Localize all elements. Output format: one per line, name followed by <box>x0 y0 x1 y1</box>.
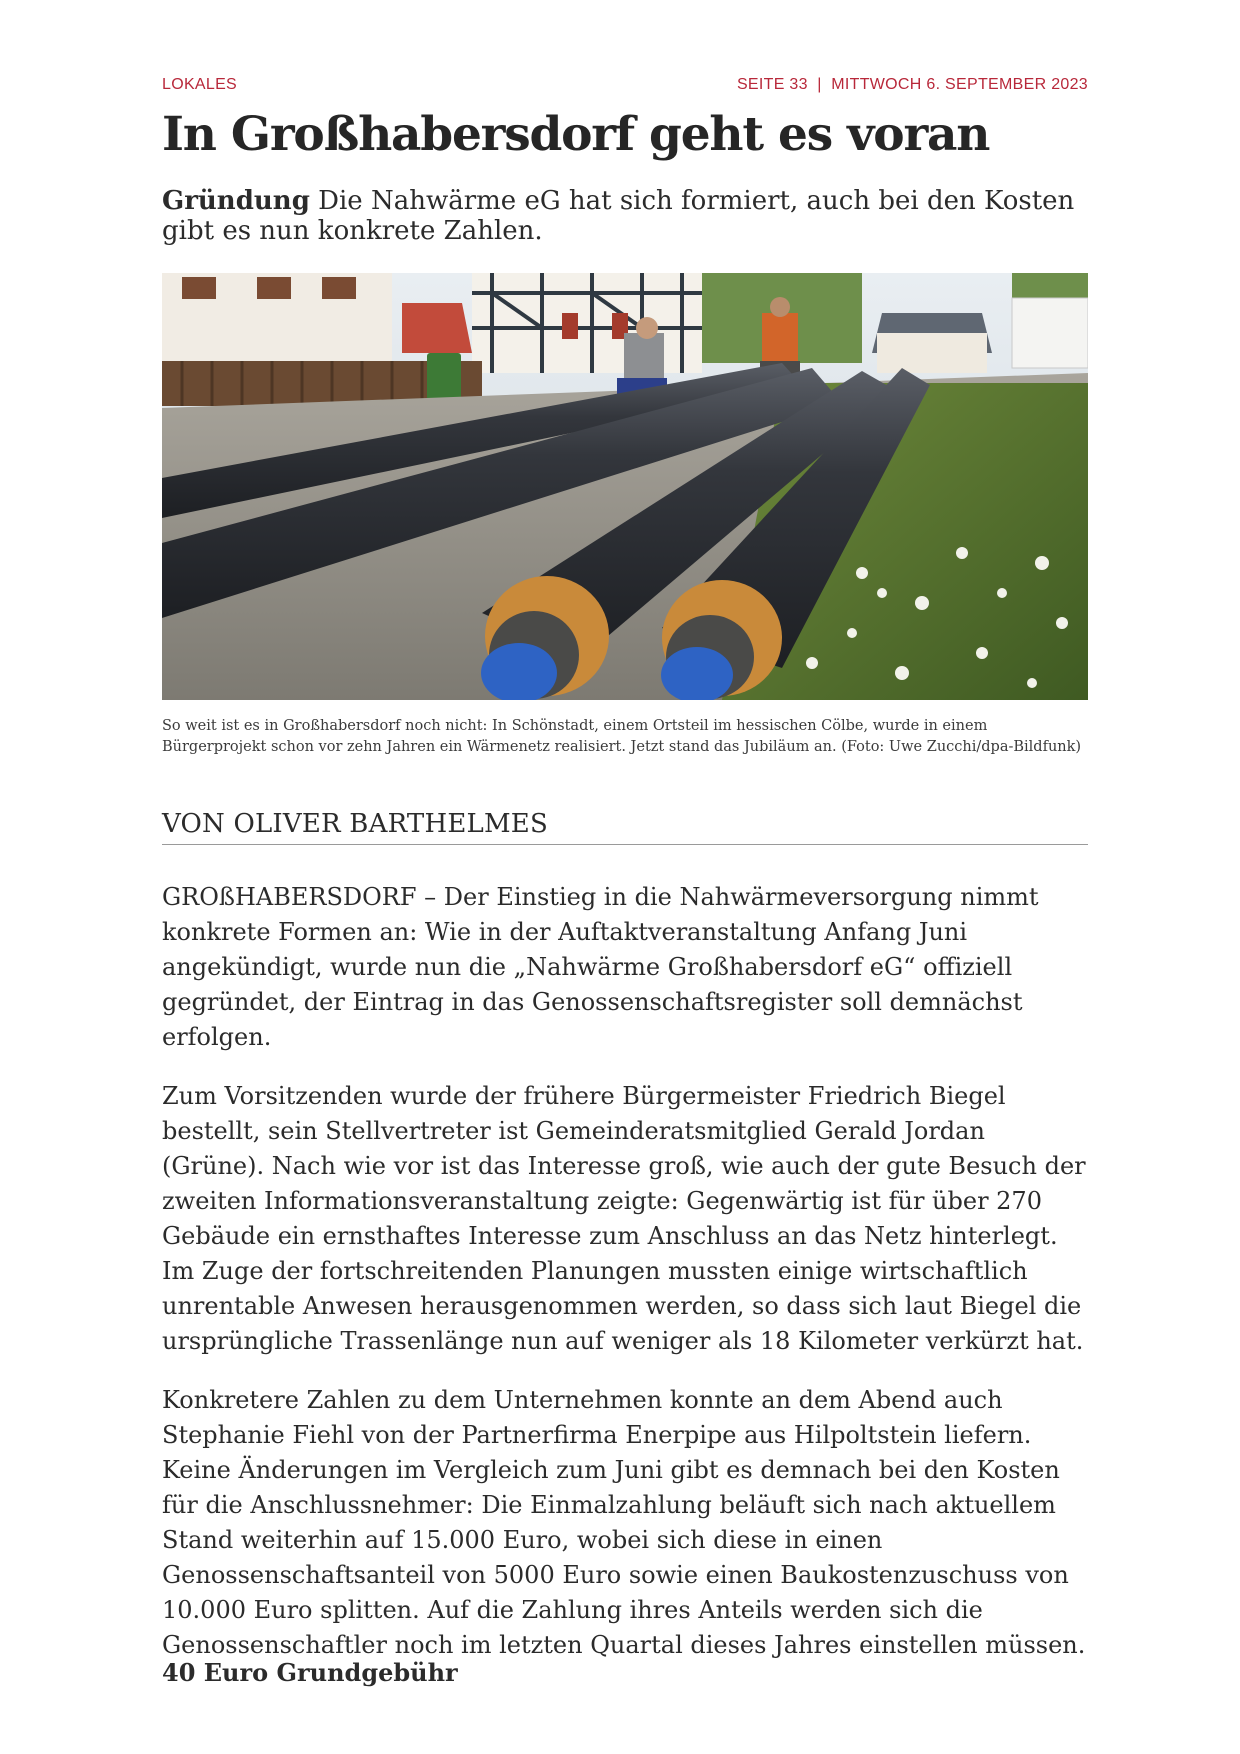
subline-kicker: Gründung <box>162 186 310 216</box>
section-label: LOKALES <box>162 76 238 93</box>
page-header <box>162 76 1088 98</box>
subheading: 40 Euro Grundgebühr <box>162 1658 458 1687</box>
subline-text: Die Nahwärme eG hat sich formiert, auch bei den Kosten gibt es nun konkrete Zahlen. <box>162 186 1075 246</box>
article-photo <box>162 273 1088 700</box>
photo-caption: So weit ist es in Großhabersdorf noch nicht: In Schönstadt, einem Ortsteil im hessischen Cölbe, wurde in einem Bürgerprojekt schon vor zehn Jahren ein Wärmenetz realisiert. Jetzt stand das Jubiläum an. (Foto: Uwe Zucchi/dpa-Bildfunk) <box>162 718 1082 755</box>
byline-divider <box>162 844 1088 845</box>
body-paragraph: Konkretere Zahlen zu dem Unternehmen konnte an dem Abend auch Stephanie Fiehl von der Partnerfirma Enerpipe aus Hilpoltstein liefern. Keine Änderungen im Vergleich zum Juni gibt es demnach bei den Kosten für die Anschlussnehmer: Die Einmalzahlung beläuft sich nach aktuellem Stand weiterhin auf 15.000 Euro, wobei sich diese in einen Genossenschaftsanteil von 5000 Euro sowie einen Baukostenzuschuss von 10.000 Euro splitten. Auf die Zahlung ihres Anteils werden sich die Genossenschaftler noch im letzten Quartal dieses Jahres einstellen müssen. <box>162 1386 1086 1659</box>
article-body <box>162 880 1088 1687</box>
body-paragraph: Zum Vorsitzenden wurde der frühere Bürgermeister Friedrich Biegel bestellt, sein Stellvertreter ist Gemeinderatsmitglied Gerald Jordan (Grüne). Nach wie vor ist das Interesse groß, wie auch der gute Besuch der zweiten Informationsveranstaltung zeigte: Gegenwärtig ist für über 270 Gebäude ein ernsthaftes Interesse zum Anschluss an das Netz hinterlegt. Im Zuge der fortschreitenden Planungen mussten einige wirtschaftlich unrentable Anwesen herausgenommen werden, so dass sich laut Biegel die ursprüngliche Trassenlänge nun auf weniger als 18 Kilometer verkürzt hat. <box>162 1082 1086 1355</box>
subline <box>162 186 1088 246</box>
headline: In Großhabersdorf geht es voran <box>162 107 990 162</box>
byline: VON OLIVER BARTHELMES <box>162 809 548 839</box>
body-paragraph: GROßHABERSDORF – Der Einstieg in die Nahwärmeversorgung nimmt konkrete Formen an: Wie in der Auftaktveranstaltung Anfang Juni angekündigt, wurde nun die „Nahwärme Großhabersdorf eG“ offiziell gegründet, der Eintrag in das Genossenschaftsregister soll demnächst erfolgen. <box>162 883 1039 1051</box>
page-date-info: SEITE 33 | MITTWOCH 6. SEPTEMBER 2023 <box>736 76 1088 93</box>
